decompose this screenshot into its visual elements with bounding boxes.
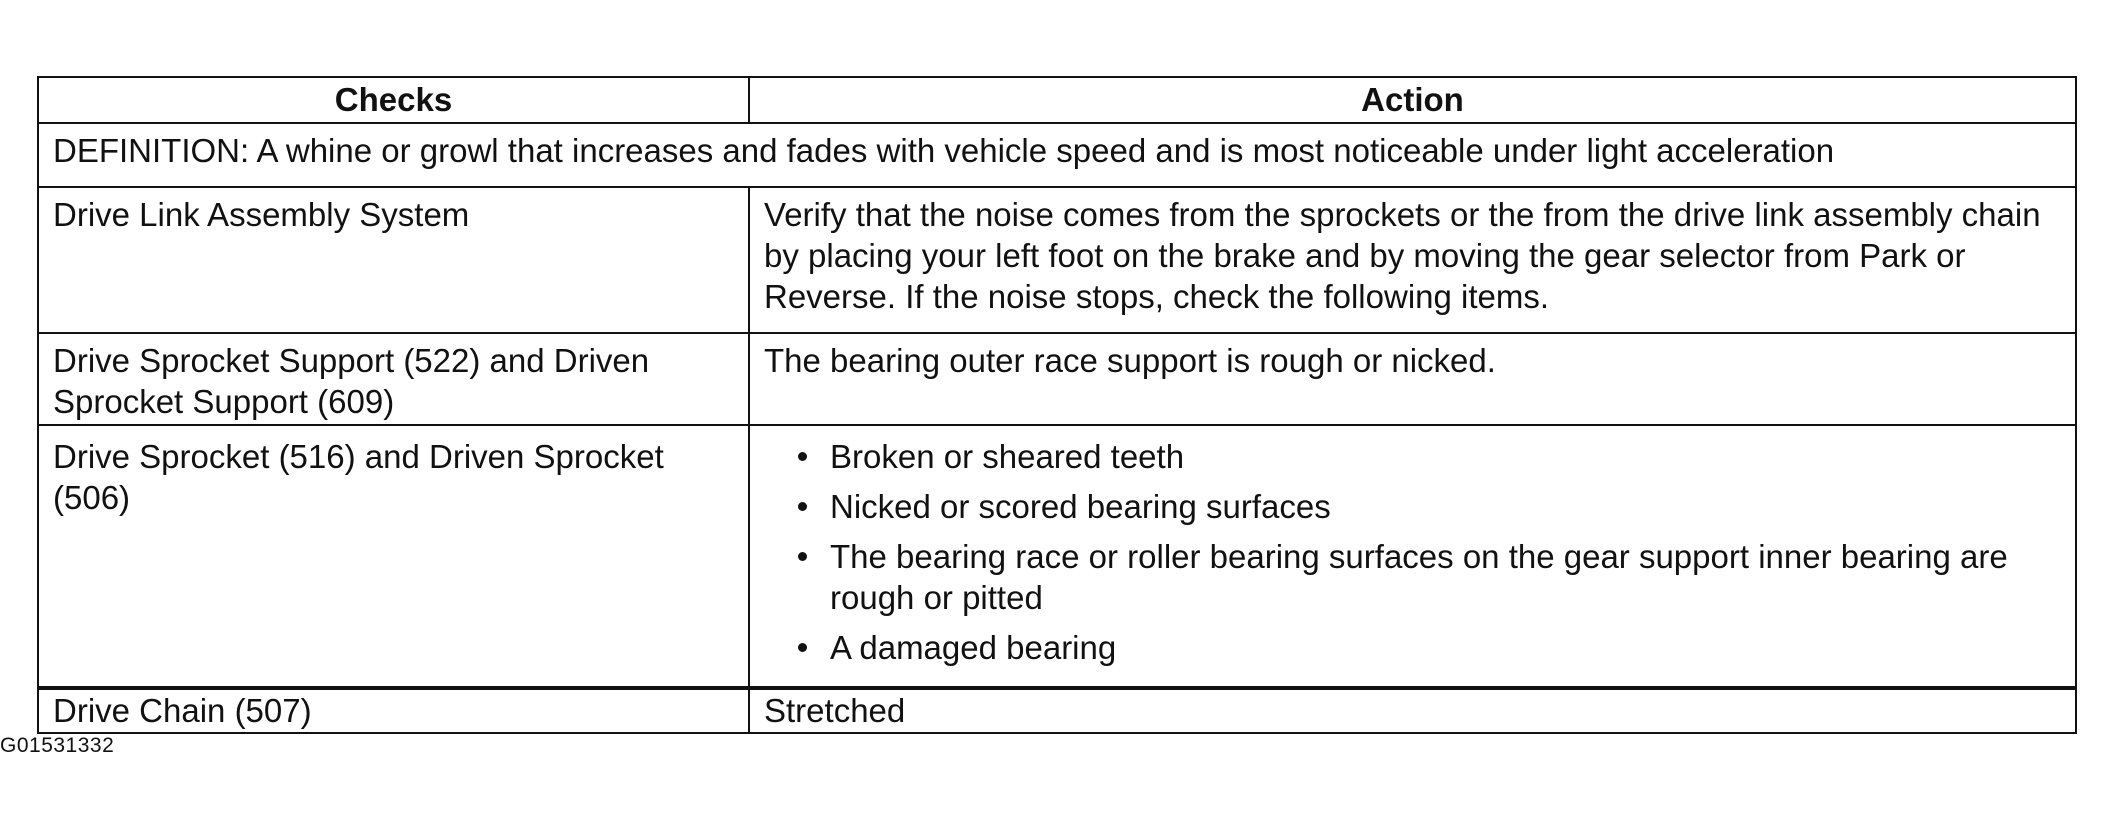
definition-text: DEFINITION: A whine or growl that increases and fades with vehicle speed and is most noticeable under light acceleration <box>38 123 2076 187</box>
header-row <box>38 77 2076 123</box>
table-row <box>38 425 2076 688</box>
list-item-text: The bearing race or roller bearing surfaces on the gear support inner bearing are rough or pitted <box>830 538 2008 616</box>
table-row <box>38 187 2076 333</box>
list-item <box>794 486 2061 527</box>
bullet-dot-icon <box>798 452 807 461</box>
list-item <box>794 436 2061 477</box>
check-cell: Drive Link Assembly System <box>38 187 749 333</box>
bullet-dot-icon <box>798 643 807 652</box>
check-cell: Drive Sprocket (516) and Driven Sprocket (506) <box>38 425 749 688</box>
action-cell: Stretched <box>749 688 2076 733</box>
action-cell: The bearing outer race support is rough or nicked. <box>749 333 2076 425</box>
figure-id: G01531332 <box>0 734 115 757</box>
list-item-text: A damaged bearing <box>830 629 1117 666</box>
checks-header: Checks <box>38 77 749 123</box>
check-cell: Drive Chain (507) <box>38 688 749 733</box>
table-row <box>38 333 2076 425</box>
diagnostic-table <box>37 76 2077 734</box>
action-header: Action <box>749 77 2076 123</box>
list-item-text: Broken or sheared teeth <box>830 438 1185 475</box>
bullet-dot-icon <box>798 502 807 511</box>
check-cell: Drive Sprocket Support (522) and Driven Sprocket Support (609) <box>38 333 749 425</box>
list-item-text: Nicked or scored bearing surfaces <box>830 488 1331 525</box>
action-bullet-list <box>764 436 2061 668</box>
action-cell <box>749 425 2076 688</box>
table-row <box>38 688 2076 733</box>
list-item <box>794 536 2061 618</box>
bullet-dot-icon <box>798 552 807 561</box>
definition-row <box>38 123 2076 187</box>
action-cell: Verify that the noise comes from the sprockets or the from the drive link assembly chain by placing your left foot on the brake and by moving the gear selector from Park or Reverse. If the noise stops, check the following items. <box>749 187 2076 333</box>
list-item <box>794 627 2061 668</box>
